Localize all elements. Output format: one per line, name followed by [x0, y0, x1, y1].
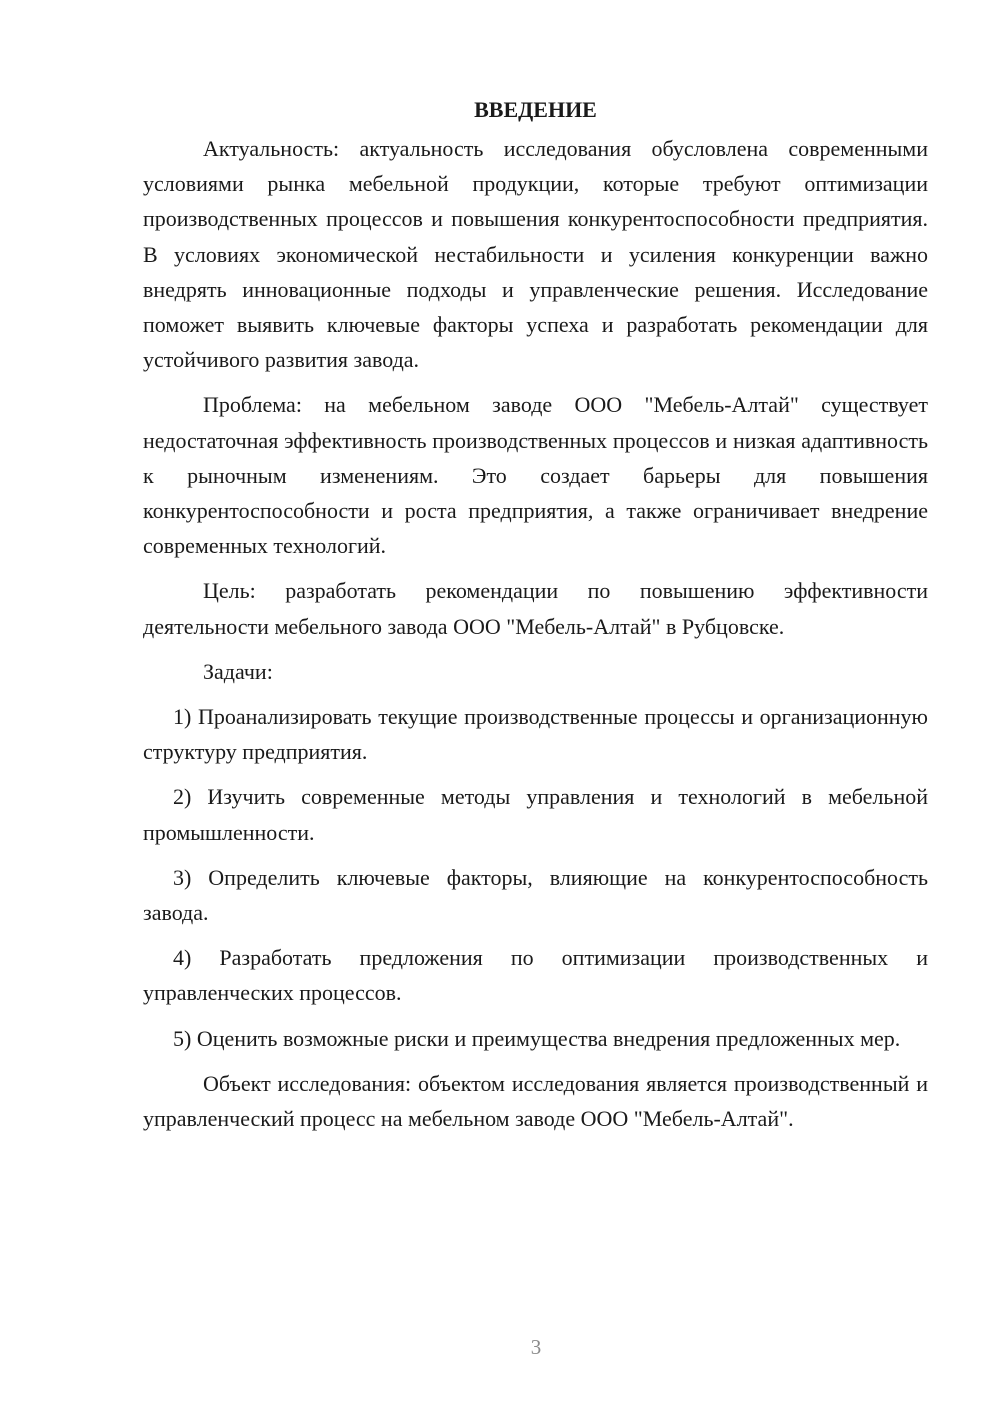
task-item-2: 2) Изучить современные методы управления и технологий в мебельной промышленности.: [143, 784, 928, 845]
paragraph-goal: Цель: разработать рекомендации по повышению эффективности деятельности мебельного завода ООО "Мебель-Алтай" в Рубцовске.: [143, 578, 928, 639]
page-number: 3: [530, 1335, 542, 1359]
task-item-5: 5) Оценить возможные риски и преимущества внедрения предложенных мер.: [173, 1025, 901, 1051]
document-page: [143, 92, 928, 1146]
tasks-label: Задачи:: [203, 658, 273, 684]
section-heading: ВВЕДЕНИЕ: [474, 97, 597, 122]
paragraph-relevance: Актуальность: актуальность исследования обусловлена современными условиями рынка мебельной продукции, которые требуют оптимизации производственных процессов и повышения конкурентоспособности предприятия. В условиях экономической нестабильности и усиления конкуренции важно внедрять инновационные подходы и управленческие решения. Исследование поможет выявить ключевые факторы успеха и разработать рекомендации для устойчивого развития завода.: [143, 136, 928, 373]
task-item-4: 4) Разработать предложения по оптимизации производственных и управленческих процессов.: [143, 945, 928, 1006]
paragraph-problem: Проблема: на мебельном заводе ООО "Мебель-Алтай" существует недостаточная эффективность производственных процессов и низкая адаптивность к рыночным изменениям. Это создает барьеры для повышения конкурентоспособности и роста предприятия, а также ограничивает внедрение современных технологий.: [143, 392, 928, 559]
paragraph-object: Объект исследования: объектом исследования является производственный и управленческий процесс на мебельном заводе ООО "Мебель-Алтай".: [143, 1070, 928, 1132]
task-item-3: 3) Определить ключевые факторы, влияющие на конкурентоспособность завода.: [143, 864, 928, 926]
task-item-1: 1) Проанализировать текущие производственные процессы и организационную структуру предприятия.: [143, 704, 928, 765]
